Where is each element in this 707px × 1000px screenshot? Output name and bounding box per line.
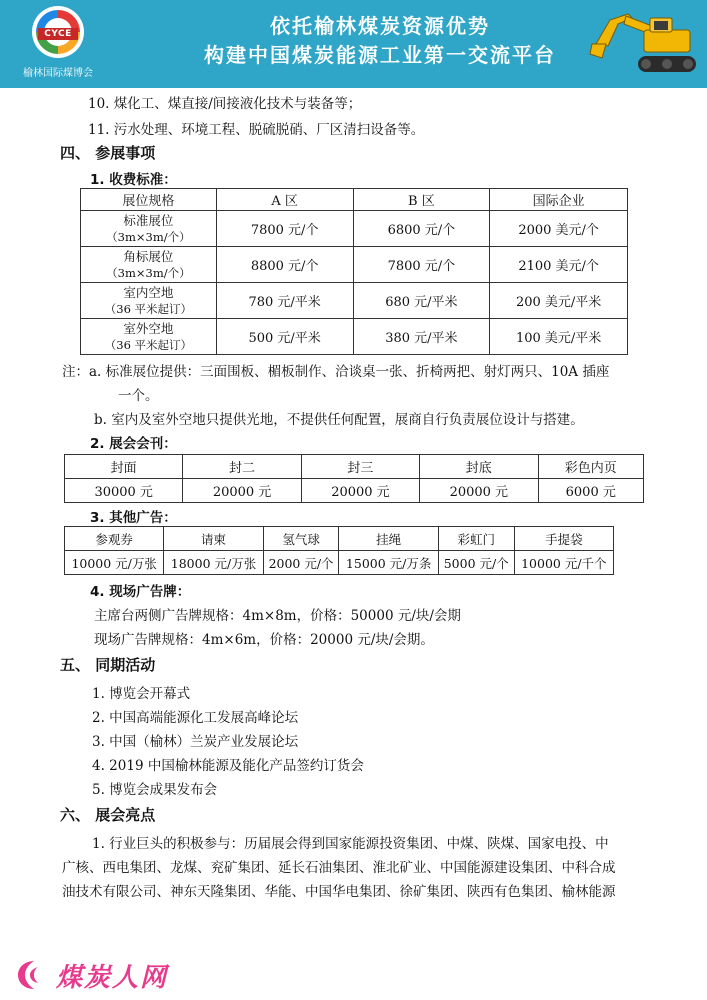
fee-header-a: A 区 <box>216 189 353 211</box>
ads-header: 挂绳 <box>339 527 438 551</box>
ads-table <box>64 526 614 575</box>
fee-intl-cell: 2100 美元/个 <box>490 247 628 283</box>
fee-a-cell: 780 元/平米 <box>216 283 353 319</box>
ads-heading: 3. 其他广告： <box>90 510 177 526</box>
highlight-line-3: 油技术有限公司、神东天隆集团、华能、中国华电集团、徐矿集团、陕西有色集团、榆林能源 <box>62 884 616 900</box>
fee-a-cell: 8800 元/个 <box>216 247 353 283</box>
header-title-line2: 构建中国煤炭能源工业第一交流平台 <box>204 43 556 67</box>
table-row <box>81 211 628 247</box>
page-header <box>0 0 707 88</box>
header-title-line1: 依托榆林煤炭资源优势 <box>270 14 490 38</box>
expo-logo <box>22 6 94 84</box>
fee-b-cell: 6800 元/个 <box>353 211 490 247</box>
billboard-line1: 主席台两侧广告牌规格：4m×8m，价格：50000 元/块/会期 <box>94 608 461 624</box>
fee-table-header <box>81 189 628 211</box>
header-titles <box>180 12 580 70</box>
fee-header-spec: 展位规格 <box>81 189 217 211</box>
table-row <box>81 319 628 355</box>
magazine-price: 6000 元 <box>538 479 644 503</box>
excavator-icon <box>588 4 700 84</box>
magazine-price: 20000 元 <box>183 479 301 503</box>
fee-b-cell: 380 元/平米 <box>353 319 490 355</box>
magazine-header: 封二 <box>183 455 301 479</box>
magazine-header: 封三 <box>301 455 419 479</box>
exhibit-item-10: 10. 煤化工、煤直接/间接液化技术与装备等； <box>88 96 362 112</box>
highlight-line-2: 广核、西电集团、龙煤、兖矿集团、延长石油集团、淮北矿业、中国能源建设集团、中科合成 <box>62 860 616 876</box>
ads-price: 18000 元/万张 <box>164 551 263 575</box>
ads-header: 参观券 <box>65 527 164 551</box>
fee-intl-cell: 200 美元/平米 <box>490 283 628 319</box>
fee-heading: 1. 收费标准： <box>90 172 177 188</box>
logo-badge: CYCE <box>38 28 78 40</box>
magazine-header: 彩色内页 <box>538 455 644 479</box>
section-6-title: 六、 展会亮点 <box>60 806 156 824</box>
magazine-header: 封面 <box>65 455 183 479</box>
fee-spec-cell: 室外空地 （36 平米起订） <box>81 319 217 355</box>
fee-intl-cell: 2000 美元/个 <box>490 211 628 247</box>
fee-intl-cell: 100 美元/平米 <box>490 319 628 355</box>
highlight-line-1: 1. 行业巨头的积极参与：历届展会得到国家能源投资集团、中煤、陕煤、国家电投、中 <box>92 836 609 852</box>
fee-b-cell: 7800 元/个 <box>353 247 490 283</box>
ads-price: 5000 元/个 <box>438 551 514 575</box>
ads-header: 氢气球 <box>263 527 339 551</box>
fee-spec-cell: 标准展位 （3m×3m/个） <box>81 211 217 247</box>
note-a-line1: 注：a. 标准展位提供：三面围板、楣板制作、洽谈桌一张、折椅两把、射灯两只、10A 插座 <box>62 364 610 380</box>
note-a-line2: 一个。 <box>118 388 159 404</box>
logo-emblem-icon <box>32 6 84 58</box>
fee-b-cell: 680 元/平米 <box>353 283 490 319</box>
fee-table <box>80 188 628 355</box>
magazine-header: 封底 <box>420 455 538 479</box>
magazine-heading: 2. 展会会刊： <box>90 436 177 452</box>
watermark-logo-icon <box>16 959 52 991</box>
list-item: 5. 博览会成果发布会 <box>92 782 218 798</box>
table-row <box>65 479 644 503</box>
billboard-heading: 4. 现场广告牌： <box>90 584 191 600</box>
ads-header: 彩虹门 <box>438 527 514 551</box>
fee-spec-cell: 角标展位 （3m×3m/个） <box>81 247 217 283</box>
table-row <box>65 455 644 479</box>
section-5-title: 五、 同期活动 <box>60 656 156 674</box>
billboard-line2: 现场广告牌规格：4m×6m，价格：20000 元/块/会期。 <box>94 632 434 648</box>
table-row <box>81 283 628 319</box>
list-item: 4. 2019 中国榆林能源及能化产品签约订货会 <box>92 758 364 774</box>
ads-header: 请柬 <box>164 527 263 551</box>
list-item: 3. 中国（榆林）兰炭产业发展论坛 <box>92 734 299 750</box>
fee-spec-cell: 室内空地 （36 平米起订） <box>81 283 217 319</box>
section-4-title: 四、 参展事项 <box>60 144 156 162</box>
footer-watermark <box>16 955 236 995</box>
ads-price: 10000 元/万张 <box>65 551 164 575</box>
magazine-price: 20000 元 <box>301 479 419 503</box>
table-row <box>81 247 628 283</box>
magazine-table <box>64 454 644 503</box>
list-item: 1. 博览会开幕式 <box>92 686 191 702</box>
fee-header-b: B 区 <box>353 189 490 211</box>
note-b: b. 室内及室外空地只提供光地，不提供任何配置，展商自行负责展位设计与搭建。 <box>94 412 584 428</box>
ads-header: 手提袋 <box>514 527 613 551</box>
list-item: 2. 中国高端能源化工发展高峰论坛 <box>92 710 299 726</box>
fee-a-cell: 7800 元/个 <box>216 211 353 247</box>
logo-text: 榆林国际煤博会 <box>23 68 93 79</box>
ads-price: 2000 元/个 <box>263 551 339 575</box>
table-row <box>65 551 614 575</box>
table-row <box>65 527 614 551</box>
magazine-price: 20000 元 <box>420 479 538 503</box>
ads-price: 15000 元/万条 <box>339 551 438 575</box>
magazine-price: 30000 元 <box>65 479 183 503</box>
fee-a-cell: 500 元/平米 <box>216 319 353 355</box>
ads-price: 10000 元/千个 <box>514 551 613 575</box>
footer-text: 煤炭人网 <box>56 963 169 993</box>
exhibit-item-11: 11. 污水处理、环境工程、脱硫脱硝、厂区清扫设备等。 <box>88 122 425 138</box>
fee-header-intl: 国际企业 <box>490 189 628 211</box>
